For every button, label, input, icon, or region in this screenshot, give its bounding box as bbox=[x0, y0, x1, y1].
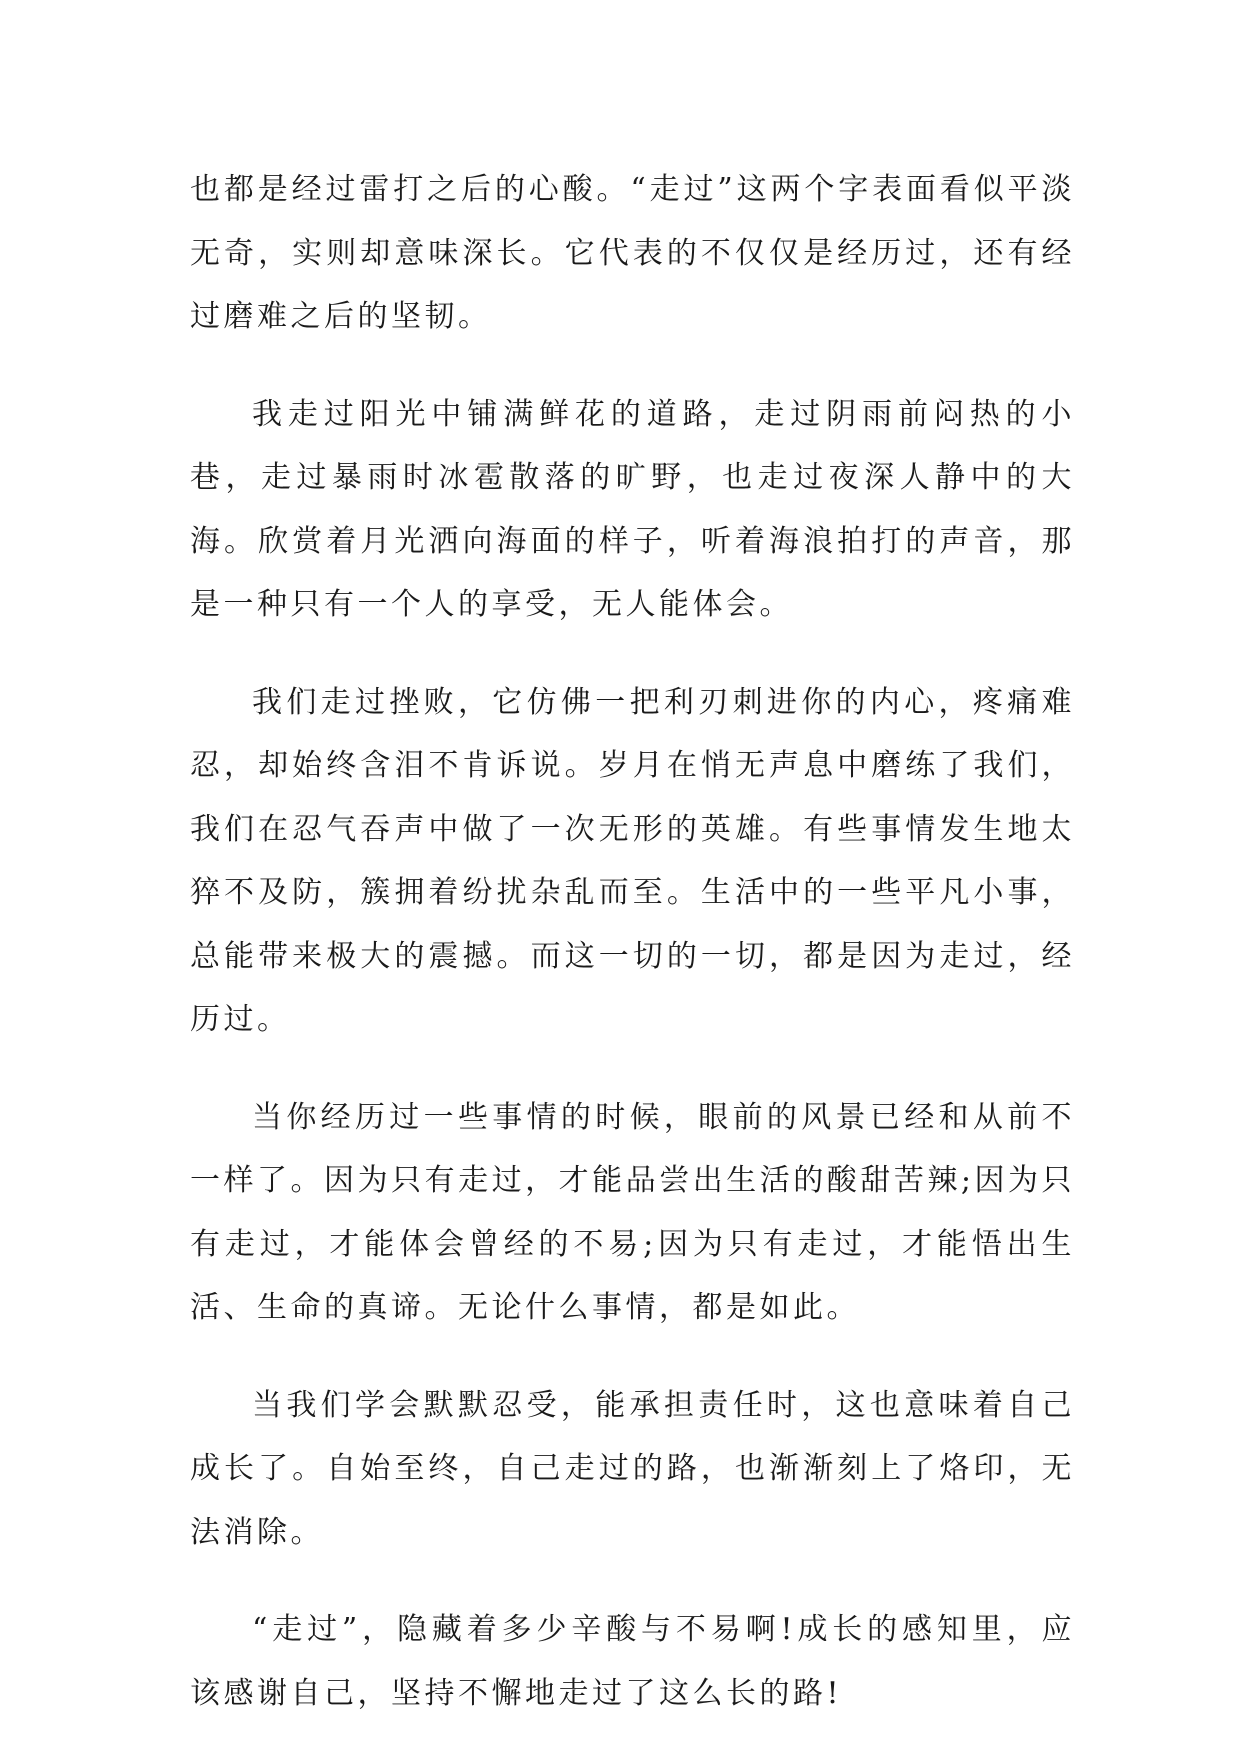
paragraph-4: 当你经历过一些事情的时候，眼前的风景已经和从前不一样了。因为只有走过，才能品尝出生活的酸甜苦辣;因为只有走过，才能体会曾经的不易;因为只有走过，才能悟出生活、生命的真谛。无论什么事情，都是如此。 bbox=[190, 1099, 1075, 1325]
paragraph-1: 也都是经过雷打之后的心酸。“走过”这两个字表面看似平淡无奇，实则却意味深长。它代表的不仅仅是经历过，还有经过磨难之后的坚韧。 bbox=[190, 172, 1075, 334]
document-body bbox=[190, 158, 1075, 1725]
paragraph-2: 我走过阳光中铺满鲜花的道路，走过阴雨前闷热的小巷，走过暴雨时冰雹散落的旷野，也走过夜深人静中的大海。欣赏着月光洒向海面的样子，听着海浪拍打的声音，那是一种只有一个人的享受，无人能体会。 bbox=[190, 396, 1075, 622]
paragraph-6: “走过”，隐藏着多少辛酸与不易啊!成长的感知里，应该感谢自己，坚持不懈地走过了这么长的路! bbox=[190, 1612, 1075, 1711]
paragraph-3: 我们走过挫败，它仿佛一把利刃刺进你的内心，疼痛难忍，却始终含泪不肯诉说。岁月在悄无声息中磨练了我们，我们在忍气吞声中做了一次无形的英雄。有些事情发生地太猝不及防，簇拥着纷扰杂乱而至。生活中的一些平凡小事，总能带来极大的震撼。而这一切的一切，都是因为走过，经历过。 bbox=[190, 684, 1075, 1037]
paragraph-5: 当我们学会默默忍受，能承担责任时，这也意味着自己成长了。自始至终，自己走过的路，也渐渐刻上了烙印，无法消除。 bbox=[190, 1387, 1075, 1550]
